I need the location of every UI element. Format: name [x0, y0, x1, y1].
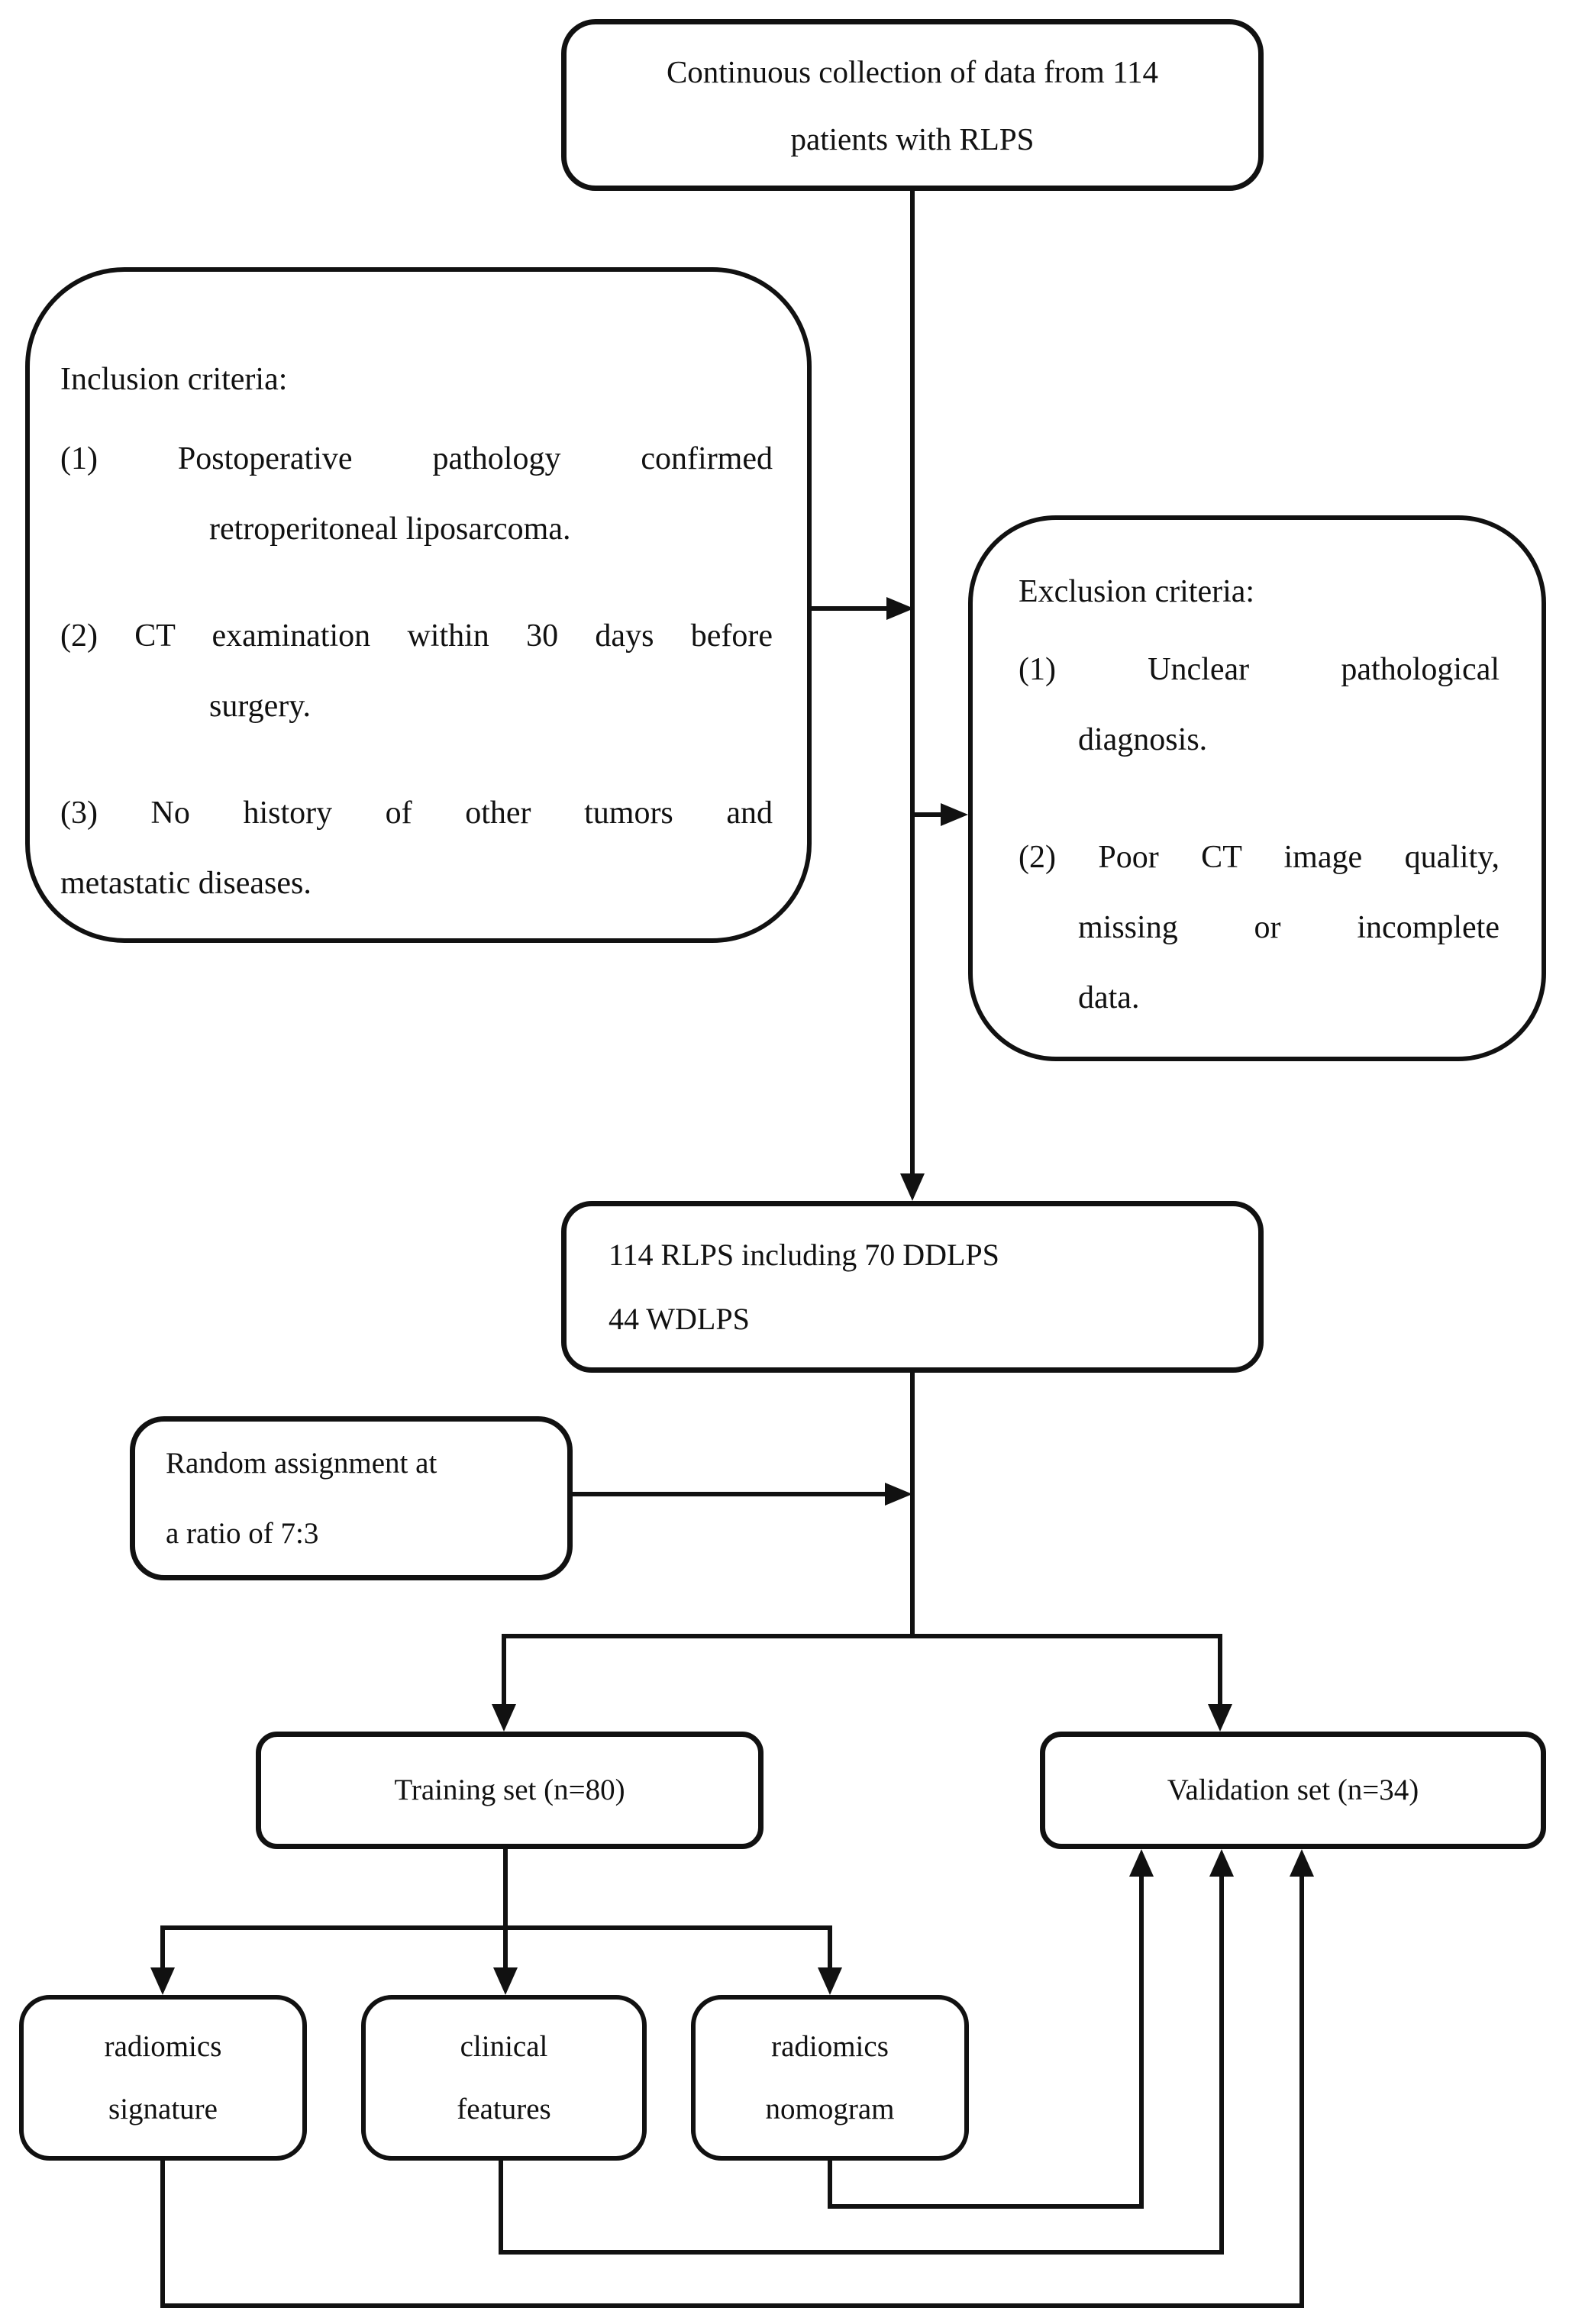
connector-signature-up — [1299, 1875, 1304, 2308]
connector-random-out — [573, 1492, 885, 1496]
collection-line1: Continuous collection of data from 114 — [666, 53, 1159, 89]
connector-split-right-drop — [1218, 1634, 1222, 1707]
collection-line2: patients with RLPS — [790, 121, 1035, 157]
connector-clinical-return — [501, 2250, 1224, 2255]
inclusion-item3-line1: (3) No history of other tumors and — [60, 796, 773, 831]
cohort-line1: 114 RLPS including 70 DDLPS — [609, 1237, 999, 1272]
connector-nomogram-up — [1139, 1875, 1144, 2209]
connector-nomogram-return — [830, 2204, 1144, 2209]
arrowhead-into-cohort — [900, 1173, 925, 1201]
arrowhead-into-radiomics-nomogram — [818, 1967, 842, 1995]
connector-distribution-bar — [160, 1925, 832, 1930]
radiomics-nomogram-line2: nomogram — [765, 2092, 895, 2125]
connector-clinical-stub — [499, 2161, 503, 2255]
exclusion-item2-line3: data. — [1078, 980, 1140, 1015]
training-label: Training set (n=80) — [394, 1774, 625, 1806]
connector-inclusion-out — [812, 606, 888, 611]
validation-set-box — [1040, 1732, 1546, 1849]
connector-split-left-drop — [502, 1634, 506, 1707]
connector-split-bar — [502, 1634, 1222, 1638]
radiomics-nomogram-box — [691, 1995, 969, 2161]
radiomics-signature-line2: signature — [108, 2092, 218, 2125]
inclusion-item2-line2: surgery. — [209, 689, 311, 724]
random-line1: Random assignment at — [166, 1446, 437, 1480]
inclusion-item1-line2: retroperitoneal liposarcoma. — [209, 512, 571, 547]
connector-to-exclusion — [912, 812, 943, 817]
exclusion-criteria-box — [968, 515, 1546, 1061]
radiomics-nomogram-line1: radiomics — [771, 2029, 889, 2063]
inclusion-item3-line2: metastatic diseases. — [60, 866, 312, 901]
connector-training-to-clinical — [503, 1849, 508, 1969]
cohort-box — [561, 1201, 1264, 1373]
arrowhead-inclusion — [886, 597, 914, 620]
connector-signature-stub — [160, 2161, 165, 2308]
clinical-features-line2: features — [457, 2092, 551, 2125]
radiomics-signature-box — [19, 1995, 307, 2161]
arrowhead-into-clinical-features — [493, 1967, 518, 1995]
inclusion-criteria-box — [25, 267, 812, 943]
arrowhead-clinical-into-validation — [1209, 1849, 1234, 1877]
connector-signature-return — [163, 2303, 1304, 2308]
exclusion-item2-line1: (2) Poor CT image quality, — [1019, 840, 1500, 875]
radiomics-signature-line1: radiomics — [104, 2029, 222, 2063]
training-set-box — [256, 1732, 764, 1849]
arrowhead-into-validation — [1208, 1704, 1232, 1732]
validation-label: Validation set (n=34) — [1167, 1774, 1419, 1806]
arrowhead-into-radiomics-signature — [150, 1967, 175, 1995]
arrowhead-nomogram-into-validation — [1129, 1849, 1154, 1877]
connector-collection-to-cohort — [910, 191, 915, 1175]
connector-cohort-to-split — [910, 1373, 915, 1638]
exclusion-title: Exclusion criteria: — [1019, 574, 1255, 609]
connector-nomogram-stub — [828, 2161, 832, 2209]
arrowhead-exclusion — [941, 803, 968, 826]
inclusion-item2-line1: (2) CT examination within 30 days before — [60, 618, 773, 654]
connector-drop-to-nomogram — [828, 1928, 832, 1971]
inclusion-title: Inclusion criteria: — [60, 362, 288, 397]
random-assignment-box — [130, 1416, 573, 1580]
connector-clinical-up — [1219, 1875, 1224, 2255]
arrowhead-random — [885, 1483, 912, 1506]
exclusion-item2-line2: missing or incomplete — [1078, 910, 1500, 945]
arrowhead-into-training — [492, 1704, 516, 1732]
cohort-line2: 44 WDLPS — [609, 1301, 750, 1336]
clinical-features-box — [361, 1995, 647, 2161]
exclusion-item1-line2: diagnosis. — [1078, 722, 1208, 757]
connector-drop-to-signature — [160, 1928, 165, 1971]
arrowhead-signature-into-validation — [1290, 1849, 1314, 1877]
inclusion-item1-line1: (1) Postoperative pathology confirmed — [60, 441, 773, 476]
exclusion-item1-line1: (1) Unclear pathological — [1019, 652, 1500, 687]
random-line2: a ratio of 7:3 — [166, 1516, 319, 1550]
collection-box — [561, 19, 1264, 191]
clinical-features-line1: clinical — [460, 2029, 548, 2063]
